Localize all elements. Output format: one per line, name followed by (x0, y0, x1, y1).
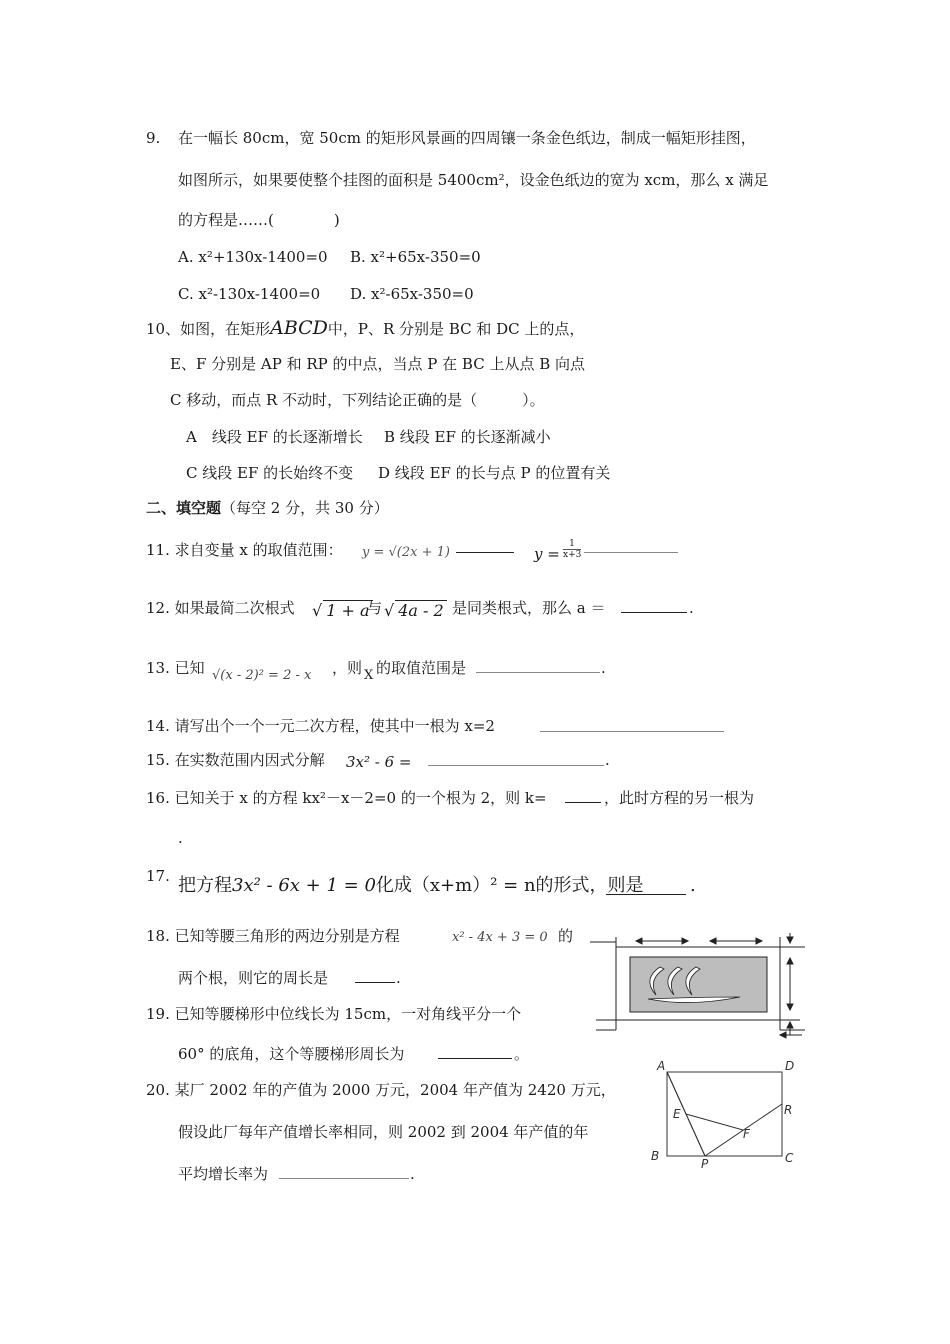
q18-tail: 的 (558, 927, 574, 945)
label-e: E (673, 1107, 681, 1121)
q11-blank2[interactable] (584, 552, 678, 553)
q9-number: 9. (146, 129, 161, 147)
q12-root1: √ 1 + a (312, 600, 373, 621)
q13-end: . (601, 659, 606, 677)
q13-blank[interactable] (476, 672, 600, 673)
q10-option-c: C 线段 EF 的长始终不变 (186, 464, 354, 482)
q20-line2: 假设此厂每年产值增长率相同，则 2002 到 2004 年产值的年 (178, 1123, 589, 1141)
label-c: C (785, 1151, 794, 1165)
q18-line1: 18. 已知等腰三角形的两边分别是方程 (146, 927, 400, 945)
q10-option-b: B 线段 EF 的长逐渐减小 (384, 428, 551, 446)
rectangle-abcd-figure (645, 1058, 805, 1168)
q10-line3: C 移动，而点 R 不动时，下列结论正确的是（ ）。 (170, 391, 545, 409)
q13-expr: √(x - 2)² = 2 - x (212, 668, 312, 683)
q11-blank1[interactable] (456, 552, 514, 553)
label-r: R (784, 1103, 793, 1117)
q18-end: . (396, 969, 401, 987)
q9-option-c: C. x²-130x-1400=0 (178, 285, 321, 303)
q13-tail2: 的取值范围是 (376, 659, 467, 677)
q11-expr1: y = √(2x + 1) (362, 545, 450, 560)
q9-line1: 在一幅长 80cm，宽 50cm 的矩形风景画的四周镶一条金色纸边，制成一幅矩形挂图， (178, 129, 756, 147)
q15-expr: 3x² - 6 = (346, 753, 412, 771)
q20-line3: 平均增长率为 (178, 1165, 269, 1183)
q14-text: 14. 请写出个一个一元二次方程，使其中一根为 x=2 (146, 717, 495, 735)
q17-text: 把方程3x² - 6x + 1 = 0化成（x+m）² = n的形式，则是 (178, 875, 644, 896)
q9-option-d: D. x²-65x-350=0 (350, 285, 474, 303)
q18-line2: 两个根，则它的周长是 (178, 969, 329, 987)
q19-end: 。 (514, 1045, 530, 1063)
q18-expr: x² - 4x + 3 = 0 (452, 930, 548, 945)
q9-line2: 如图所示，如果要使整个挂图的面积是 5400cm²，设金色纸边的宽为 xcm，那么 x 满足 (178, 171, 769, 189)
q9-option-b: B. x²+65x-350=0 (350, 248, 481, 266)
q13-text: 13. 已知 (146, 659, 205, 677)
q19-line2: 60° 的底角，这个等腰梯形周长为 (178, 1045, 405, 1063)
q12-blank[interactable] (621, 612, 687, 613)
label-a: A (657, 1059, 666, 1073)
q19-line1: 19. 已知等腰梯形中位线长为 15cm，一对角线平分一个 (146, 1005, 522, 1023)
q16-line1b: ，此时方程的另一根为 (604, 789, 755, 807)
q13-tail: ，则 (332, 659, 363, 677)
q18-blank[interactable] (355, 982, 395, 983)
q20-end: . (410, 1165, 415, 1183)
q11-text: 11. 求自变量 x 的取值范围： (146, 541, 343, 559)
q11-fraction: 1 x+3 (563, 539, 582, 560)
q9-line3: 的方程是……( ) (178, 211, 340, 229)
q14-blank[interactable] (540, 731, 724, 732)
q13-x: X (364, 668, 374, 683)
q10-option-d: D 线段 EF 的长与点 P 的位置有关 (378, 464, 611, 482)
label-b: B (651, 1149, 660, 1163)
q17-blank[interactable] (606, 894, 686, 895)
q16-line2: . (178, 829, 183, 847)
q12-root2: √ 4a - 2 (384, 600, 447, 621)
q9-option-a: A. x²+130x-1400=0 (178, 248, 328, 266)
q17-end: . (690, 875, 696, 896)
q10-line2: E、F 分别是 AP 和 RP 的中点，当点 P 在 BC 上从点 B 向点 (170, 355, 586, 373)
q17-number: 17. (146, 867, 170, 885)
q10-line1: 10、如图，在矩形ABCD中，P、R 分别是 BC 和 DC 上的点， (146, 317, 585, 339)
q12-tail: 是同类根式，那么 a ＝ (452, 599, 606, 617)
q15-end: . (605, 751, 610, 769)
label-p: P (701, 1157, 709, 1168)
q12-text: 12. 如果最简二次根式 (146, 599, 295, 617)
q10-option-a: A 线段 EF 的长逐渐增长 (186, 428, 363, 446)
q11-expr2: y = (534, 545, 560, 563)
q20-blank[interactable] (279, 1178, 409, 1179)
q15-text: 15. 在实数范围内因式分解 (146, 751, 325, 769)
label-d: D (785, 1059, 795, 1073)
q20-line1: 20. 某厂 2002 年的产值为 2000 万元，2004 年产值为 2420 万元， (146, 1081, 616, 1099)
label-f: F (743, 1127, 750, 1141)
q16-blank[interactable] (565, 802, 601, 803)
q12-end: . (689, 599, 694, 617)
q15-blank[interactable] (428, 765, 604, 766)
q19-blank[interactable] (438, 1058, 512, 1059)
framed-picture-figure (590, 925, 805, 1040)
q12-mid: 与 (367, 599, 383, 617)
section-heading: 二、填空题（每空 2 分，共 30 分） (146, 499, 389, 517)
q16-line1: 16. 已知关于 x 的方程 kx²－x－2=0 的一个根为 2，则 k= (146, 789, 547, 807)
